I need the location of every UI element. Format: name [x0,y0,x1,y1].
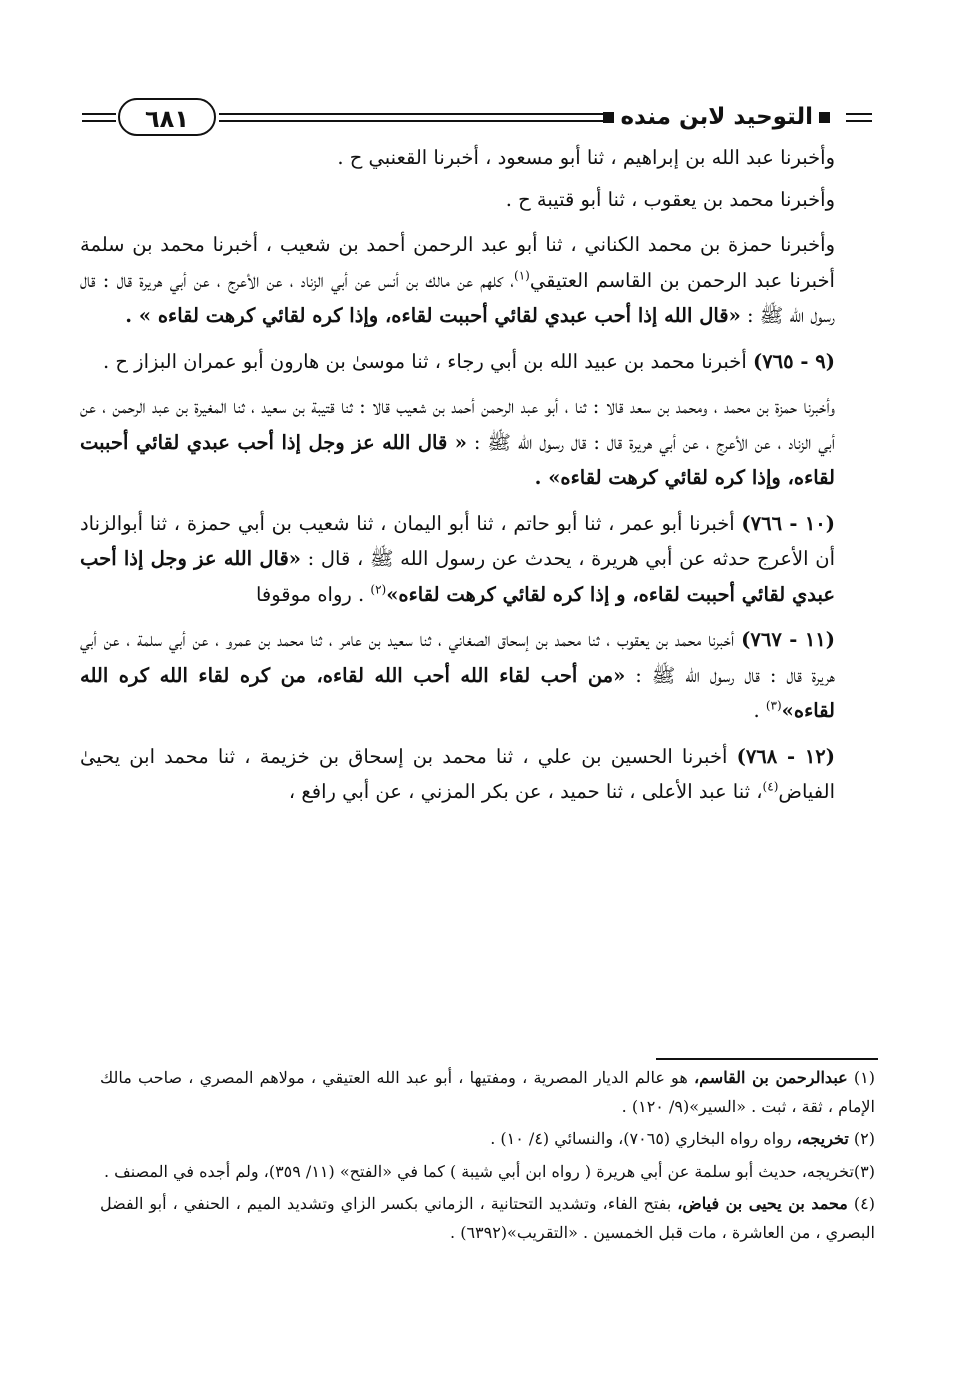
square-ornament-icon [819,112,830,123]
paragraph: وأخبرنا عبد الله بن إبراهيم ، ثنا أبو مسعود ، أخبرنا القعنبي ح . [337,146,835,169]
hadith-entry-767: (١١ - ٧٦٧) أخبرنا محمد بن يعقوب ، ثنا محمد بن إسحاق الصغاني ، ثنا سعيد بن عامر ، ثنا محمد بن عمرو ، عن أبي سلمة ، عن أبي هريرة قال : قال رسول الله ﷺ : «من أحب لقاء الله أحب الله لقاءه، من كره لقاء الله كره الله لقاءه»$^{(٣)}$ . [80,628,836,722]
header-rule-right [846,113,872,127]
page-number: ٦٨١ [118,98,216,136]
footnote-ref: (٤) [762,779,779,794]
hadith-text: « قال الله عز وجل إذا أحب عبدي لقائي أحببت لقاءه، وإذا كره لقائي كرهت لقاءه» . [80,430,835,489]
book-title-text: التوحيد لابن منده [620,104,813,130]
footnotes [100,1064,875,1251]
header-rule-middle [219,113,612,127]
footnote-2: (٢) تخريجه، رواه رواه البخاري (٧٠٦٥)، والنسائي (٤/ ١٠) . [490,1129,875,1148]
hadith-number: (١٠ - ٧٦٦) [741,511,835,535]
paragraph: وأخبرنا حمزة بن محمد الكناني ، ثنا أبو عبد الرحمن أحمد بن شعيب ، أخبرنا محمد بن سلمة أخبرنا عبد الرحمن بن القاسم العتيقي$^{(١)}$، كلهم عن مالك بن أنس عن أبي الزناد ، عن الأعرج ، عن أبي هريرة قال : قال رسول الله ﷺ : «قال الله إذا أحب عبدي لقائي أحببت لقاءه، وإذا كره لقائي كرهت لقاءه » . [80,233,835,327]
hadith-text: «من أحب لقاء الله أحب الله لقاءه، من كره لقاء الله كره الله لقاءه» [80,663,835,722]
hadith-entry-768: (١٢ - ٧٦٨) أخبرنا الحسين بن علي ، ثنا محمد بن إسحاق بن خزيمة ، ثنا محمد ابن يحيىٰ الفياض$^{(٤)}$، ثنا عبد الأعلى ، ثنا حميد ، عن بكر المزني ، عن أبي رافع ، [80,744,836,803]
paragraph: وأخبرنا محمد بن يعقوب ، ثنا أبو قتيبة ح . [505,187,835,211]
hadith-number: (٩ - ٧٦٥) [752,349,835,373]
footnote-separator [656,1058,878,1060]
hadith-entry-765: (٩ - ٧٦٥) أخبرنا محمد بن عبيد الله بن أبي رجاء ، ثنا موسىٰ بن هارون أبو عمران البزاز ح . [102,349,835,373]
running-header [82,98,872,142]
header-rule-left [82,113,116,127]
footnote-ref: (٣) [765,698,782,713]
hadith-text: «قال الله إذا أحب عبدي لقائي أحببت لقاءه، وإذا كره لقائي كرهت لقاءه » . [125,304,741,327]
footnote-3: (٣)تخريجه، حديث أبو سلمة عن أبي هريرة ( رواه ابن أبي شيبة ) كما في «الفتح» (١١/ ٣٥٩)، ولم أجده في المصنف . [103,1161,875,1181]
footnote-ref: (١) [514,268,530,282]
book-title [597,104,836,130]
hadith-text: «قال الله عز وجل إذا أحب عبدي لقائي أحببت لقاءه، و إذا كره لقائي كرهت لقاءه» [80,547,835,606]
hadith-number: (١٢ - ٧٦٨) [736,744,836,768]
hadith-number: (١١ - ٧٦٧) [741,628,836,651]
hadith-entry-766: (١٠ - ٧٦٦) أخبرنا أبو عمر ، ثنا أبو حاتم ، ثنا أبو اليمان ، ثنا شعيب بن أبي حمزة ، ثنا أبوالزناد أن الأعرج حدثه عن أبي هريرة ، يحدث عن رسول الله ﷺ ، قال : «قال الله عز وجل إذا أحب عبدي لقائي أحببت لقاءه، و إذا كره لقائي كرهت لقاءه»$^{(٢)}$ . رواه موقوفا [80,511,835,606]
footnote-4: (٤) محمد بن يحيى بن فياض، بفتح الفاء، وتشديد التحتانية ، الزماني بكسر الزاي وتشديد الميم ، الحنفي ، أبو الفضل البصري ، من العاشرة ، مات قبل الخمسين . «التقريب»(٦٣٩٢) . [100,1194,875,1242]
paragraph: وأخبرنا حمزة بن محمد ، ومحمد بن سعد قالا : ثنا ، أبو عبد الرحمن أحمد بن شعيب قالا : ثنا قتيبة بن سعيد ، ثنا المغيرة بن عبد الرحمن ، عن أبي الزناد ، عن الأعرج ، عن أبي هريرة قال : قال رسول الله ﷺ : « قال الله عز وجل إذا أحب عبدي لقائي أحببت لقاءه، وإذا كره لقائي كرهت لقاءه» . [80,395,835,489]
main-text [80,140,875,820]
footnote-ref: (٢) [370,582,387,596]
footnote-1: (١) عبدالرحمن بن القاسم، هو عالم الديار المصرية ، ومفتيها ، أبو عبد الله العتيقي ، مولاهم المصري ، صاحب مالك الإمام ، ثقة ، ثبت . «السير»(٩/ ١٢٠) . [100,1068,876,1116]
